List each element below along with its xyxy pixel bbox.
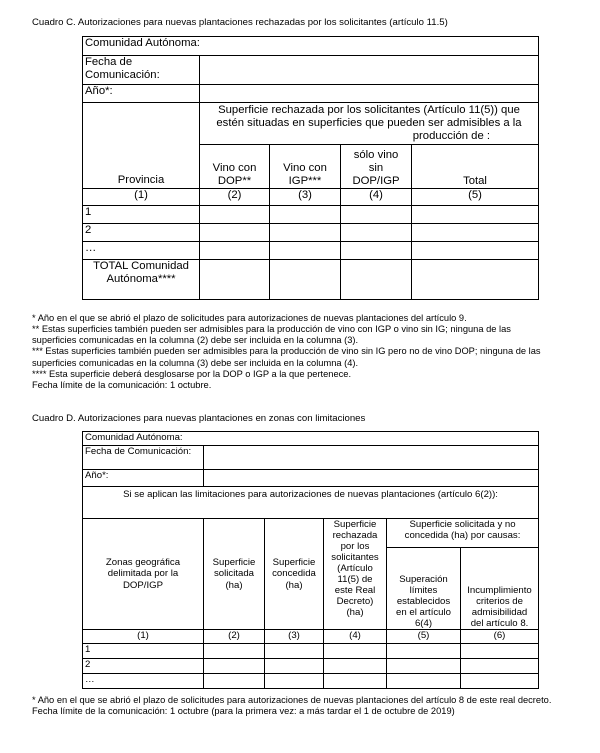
col-num: (6) — [461, 630, 539, 644]
limitaciones-header: Si se aplican las limitaciones para autorizaciones de nuevas plantaciones (artículo 6(2)): — [83, 487, 539, 519]
superficie-header: Superficie rechazada por los solicitantes (Artículo 11(5)) que estén situadas en superficies que pueden ser admisibles a la producción de : — [200, 103, 539, 145]
table-row — [83, 630, 539, 644]
col-num: (4) — [324, 630, 387, 644]
table-row — [83, 519, 539, 548]
col-num: (2) — [204, 630, 265, 644]
cuadro-c-caption: Cuadro C. Autorizaciones para nuevas plantaciones rechazadas por los solicitantes (artículo 11.5) — [32, 17, 448, 28]
total-label: TOTAL Comunidad Autónoma**** — [83, 260, 200, 300]
row-label: 2 — [83, 224, 200, 242]
row-label: … — [83, 674, 204, 689]
col-num: (1) — [83, 189, 200, 206]
table-row — [83, 659, 539, 674]
table-row — [83, 674, 539, 689]
fecha-value-cell — [204, 446, 539, 470]
table-row — [83, 224, 539, 242]
col-zonas-header: Zonas geográfica delimitada por la DOP/IGP — [83, 519, 204, 630]
col-num: (5) — [387, 630, 461, 644]
table-row — [83, 487, 539, 519]
col-concedida-header: Superficie concedida (ha) — [265, 519, 324, 630]
anio-value-cell — [200, 85, 539, 103]
row-label: 1 — [83, 644, 204, 659]
table-row — [83, 432, 539, 446]
comunidad-label: Comunidad Autónoma: — [83, 37, 539, 56]
row-label: 2 — [83, 659, 204, 674]
row-label: 1 — [83, 206, 200, 224]
fecha-value-cell — [200, 56, 539, 85]
cuadro-c-table — [82, 36, 539, 300]
col-rechazada-header: Superficie rechazada por los solicitantes (Artículo 11(5) de este Real Decreto) (ha) — [324, 519, 387, 630]
table-row — [83, 85, 539, 103]
col-superacion-header: Superación límites establecidos en el artículo 6(4) — [387, 548, 461, 630]
table-row — [83, 103, 539, 145]
fecha-label: Fecha de Comunicación: — [83, 446, 204, 470]
table-row — [83, 206, 539, 224]
cuadro-d-notes: * Año en el que se abrió el plazo de solicitudes para autorizaciones de nuevas plantaciones del artículo 8 de este real decreto. Fecha límite de la comunicación: 1 octubre (para la primera vez: a más tardar el 1 de octubre de 2019) — [32, 695, 552, 717]
table-row — [83, 56, 539, 85]
table-row — [83, 470, 539, 487]
col-igp-header: Vino con IGP*** — [270, 145, 341, 189]
comunidad-label: Comunidad Autónoma: — [83, 432, 539, 446]
col-num: (4) — [341, 189, 412, 206]
col-dop-header: Vino con DOP** — [200, 145, 270, 189]
anio-value-cell — [204, 470, 539, 487]
col-incumplimiento-header: Incumplimiento criterios de admisibilidad del artículo 8. — [461, 548, 539, 630]
row-label: … — [83, 242, 200, 260]
table-row — [83, 260, 539, 300]
col-num: (3) — [270, 189, 341, 206]
cuadro-d-table — [82, 431, 539, 689]
col-num: (1) — [83, 630, 204, 644]
cuadro-d-caption: Cuadro D. Autorizaciones para nuevas plantaciones en zonas con limitaciones — [32, 413, 366, 424]
col-solicitada-header: Superficie solicitada (ha) — [204, 519, 265, 630]
col-solo-header: sólo vino sin DOP/IGP — [341, 145, 412, 189]
causas-header: Superficie solicitada y no concedida (ha) por causas: — [387, 519, 539, 548]
table-row — [83, 37, 539, 56]
col-num: (2) — [200, 189, 270, 206]
table-row — [83, 446, 539, 470]
anio-label: Año*: — [83, 85, 200, 103]
fecha-label: Fecha de Comunicación: — [83, 56, 200, 85]
cuadro-c-notes: * Año en el que se abrió el plazo de solicitudes para autorizaciones de nuevas plantaciones del artículo 9. ** Estas superficies también pueden ser admisibles para la producción de vino con IGP o vino sin IG; ninguna de las superficies comunicadas en la columna (2) debe ser incluida en la columna (3). *** Estas superficies también pueden ser admisibles para la producción de vino sin IG pero no de vino DOP; ninguna de las superficies comunicadas en la columna (3) debe ser incluida en la columna (4). **** Esta superficie deberá desglosarse por la DOP o IGP a la que pertenece. Fecha límite de la comunicación: 1 octubre. — [32, 313, 541, 390]
col-provincia-header: Provincia — [83, 103, 200, 189]
anio-label: Año*: — [83, 470, 204, 487]
col-total-header: Total — [412, 145, 539, 189]
table-row — [83, 189, 539, 206]
table-row — [83, 242, 539, 260]
col-num: (5) — [412, 189, 539, 206]
col-num: (3) — [265, 630, 324, 644]
table-row — [83, 644, 539, 659]
